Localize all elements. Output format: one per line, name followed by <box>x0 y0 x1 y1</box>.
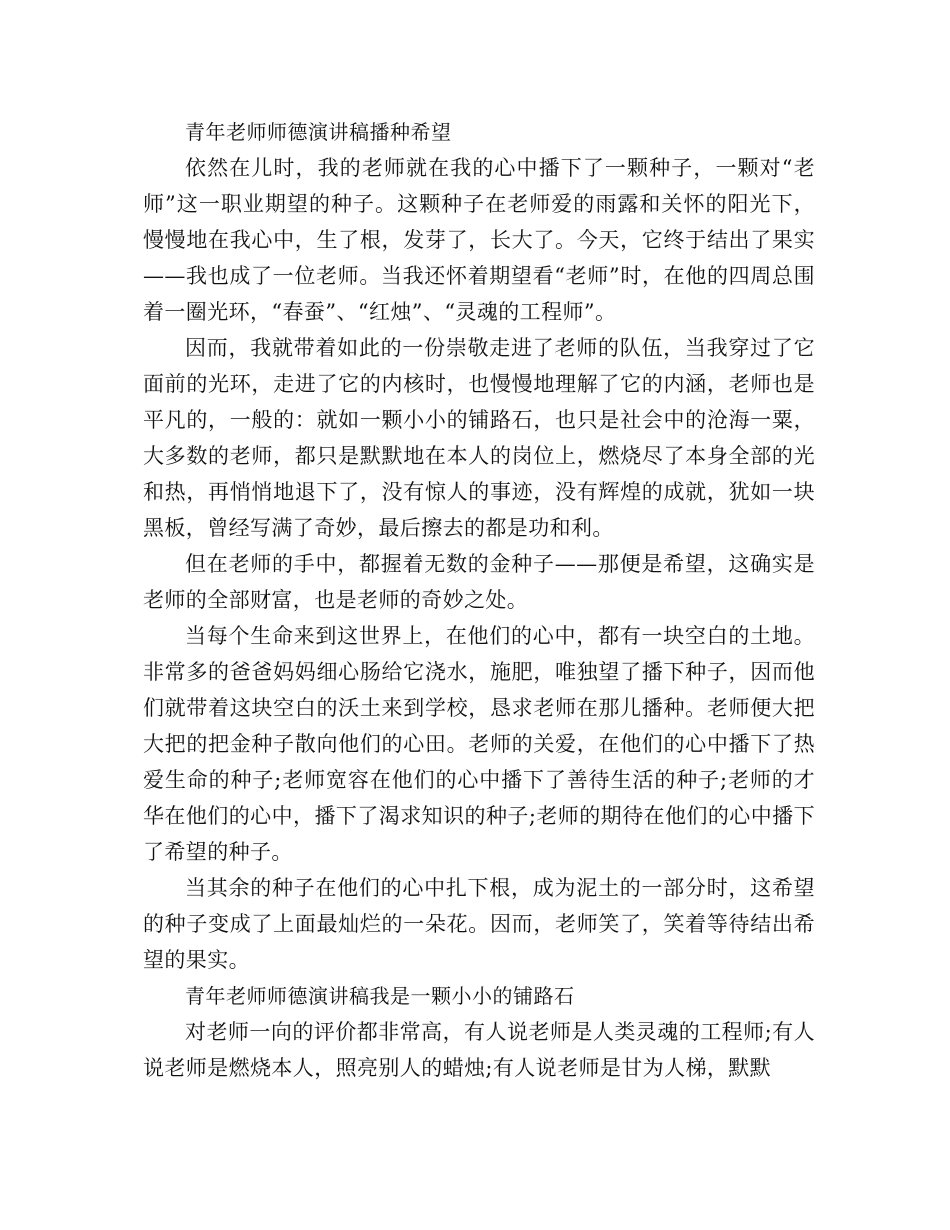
section-title: 青年老师师德演讲稿播种希望 <box>185 120 452 144</box>
paragraph: 当其余的种子在他们的心中扎下根，成为泥土的一部分时，这希望的种子变成了上面最灿烂的一朵花。因而，老师笑了，笑着等待结出希望的果实。 <box>143 876 815 972</box>
paragraph: 但在老师的手中，都握着无数的金种子——那便是希望，这确实是老师的全部财富，也是老师的奇妙之处。 <box>143 552 815 612</box>
paragraph: 因而，我就带着如此的一份崇敬走进了老师的队伍，当我穿过了它面前的光环，走进了它的内核时，也慢慢地理解了它的内涵，老师也是平凡的，一般的：就如一颗小小的铺路石，也只是社会中的沧海一粟，大多数的老师，都只是默默地在本人的岗位上，燃烧尽了本身全部的光和热，再悄悄地退下了，没有惊人的事迹，没有辉煌的成就，犹如一块黑板，曾经写满了奇妙，最后擦去的都是功和利。 <box>143 336 815 540</box>
document-page <box>143 114 815 1086</box>
paragraph: 对老师一向的评价都非常高，有人说老师是人类灵魂的工程师;有人说老师是燃烧本人，照亮别人的蜡烛;有人说老师是甘为人梯，默默 <box>143 1020 815 1080</box>
paragraph: 依然在儿时，我的老师就在我的心中播下了一颗种子，一颗对“老师”这一职业期望的种子。这颗种子在老师爱的雨露和关怀的阳光下，慢慢地在我心中，生了根，发芽了，长大了。今天，它终于结出了果实——我也成了一位老师。当我还怀着期望看“老师”时，在他的四周总围着一圈光环，“春蚕”、“红烛”、“灵魂的工程师”。 <box>143 156 815 324</box>
paragraph: 当每个生命来到这世界上，在他们的心中，都有一块空白的土地。非常多的爸爸妈妈细心肠给它浇水，施肥，唯独望了播下种子，因而他们就带着这块空白的沃土来到学校，恳求老师在那儿播种。老师便大把大把的把金种子散向他们的心田。老师的关爱，在他们的心中播下了热爱生命的种子;老师宽容在他们的心中播下了善待生活的种子;老师的才华在他们的心中，播下了渴求知识的种子;老师的期待在他们的心中播下了希望的种子。 <box>143 624 815 864</box>
section-title: 青年老师师德演讲稿我是一颗小小的铺路石 <box>185 984 575 1008</box>
